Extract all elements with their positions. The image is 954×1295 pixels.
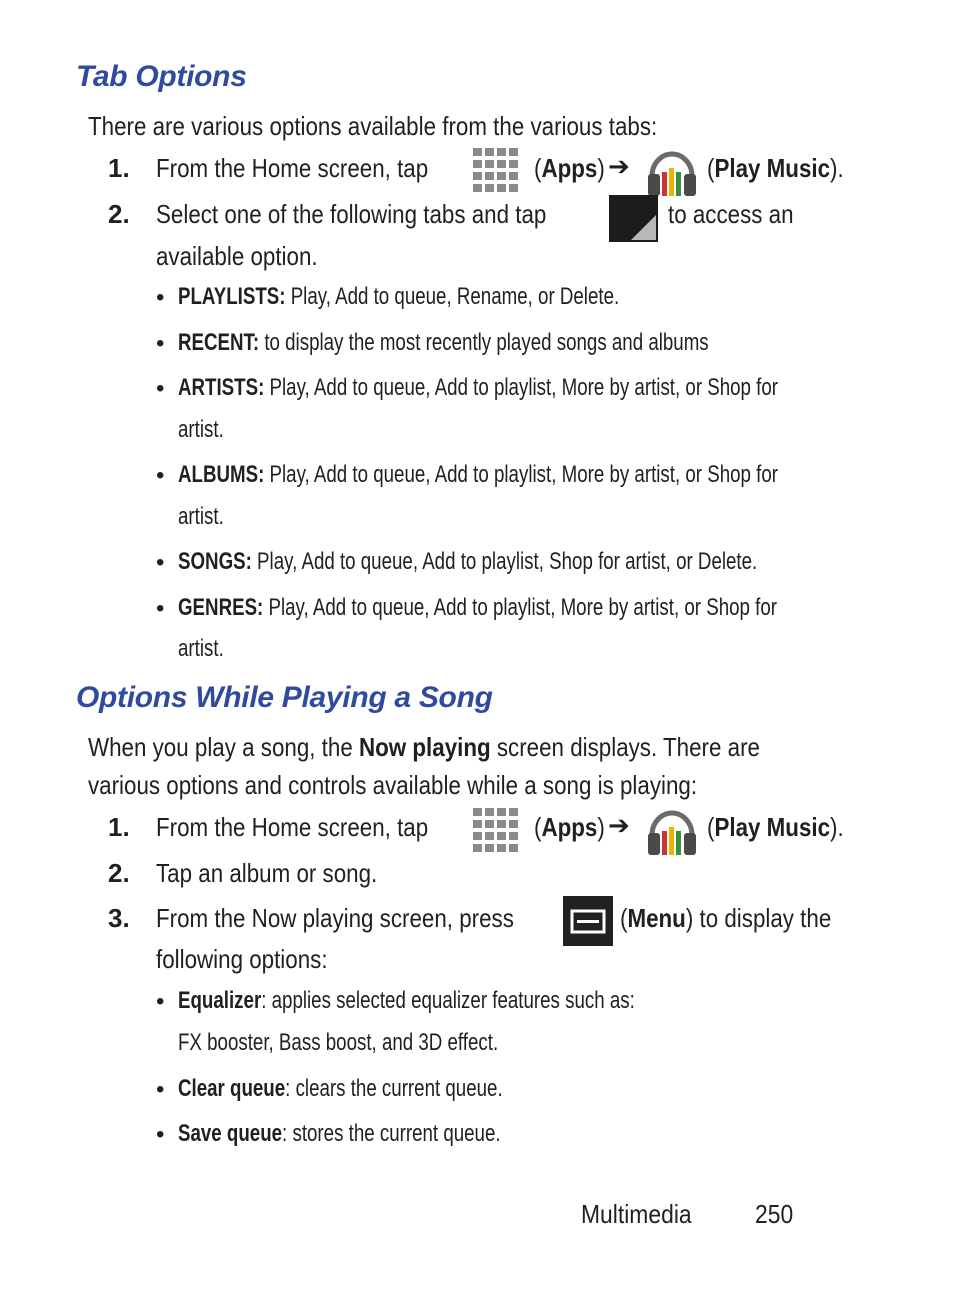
bullet-dot: • xyxy=(156,330,165,357)
bullet-item: RECENT: to display the most recently played songs and albums xyxy=(178,329,709,356)
step-text-continued: (Menu) to display the xyxy=(620,903,832,933)
bullet-dot: • xyxy=(156,595,165,622)
intro-text: There are various options available from the various tabs: xyxy=(88,111,658,141)
bullet-dot: • xyxy=(156,462,165,489)
step-text: From the Now playing screen, press xyxy=(156,903,514,933)
bullet-dot: • xyxy=(156,1121,165,1148)
apps-grid-icon xyxy=(471,146,523,201)
bullet-dot: • xyxy=(156,988,165,1015)
bullet-item: Save queue: stores the current queue. xyxy=(178,1120,501,1147)
step-text-continued: available option. xyxy=(156,241,318,271)
section-title-options-while-playing: Options While Playing a Song xyxy=(76,681,493,714)
step-text: From the Home screen, tap xyxy=(156,153,429,183)
bullet-item: Clear queue: clears the current queue. xyxy=(178,1075,503,1102)
bullet-item: Equalizer: applies selected equalizer features such as: xyxy=(178,987,635,1014)
bullet-item-continued: artist. xyxy=(178,635,224,662)
bullet-dot: • xyxy=(156,549,165,576)
bullet-item: SONGS: Play, Add to queue, Add to playlist, Shop for artist, or Delete. xyxy=(178,548,758,575)
step-text: Select one of the following tabs and tap xyxy=(156,199,547,229)
step-number: 2. xyxy=(108,858,130,888)
apps-grid-icon xyxy=(471,806,523,861)
footer-page-number: 250 xyxy=(755,1199,794,1229)
menu-overflow-icon xyxy=(609,195,658,247)
step-text: From the Home screen, tap xyxy=(156,812,429,842)
bullet-item-continued: FX booster, Bass boost, and 3D effect. xyxy=(178,1029,499,1056)
step-number: 1. xyxy=(108,153,130,183)
bullet-item: ALBUMS: Play, Add to queue, Add to playlist, More by artist, or Shop for xyxy=(178,461,779,488)
bullet-dot: • xyxy=(156,375,165,402)
play-music-headphones-icon xyxy=(646,803,698,862)
play-music-label: (Play Music). xyxy=(707,153,844,183)
bullet-item-continued: artist. xyxy=(178,503,224,530)
menu-key-icon xyxy=(563,896,613,951)
apps-label: (Apps) xyxy=(534,812,605,842)
footer-section-name: Multimedia xyxy=(581,1199,692,1229)
intro-text-continued: various options and controls available while a song is playing: xyxy=(88,770,698,800)
bullet-dot: • xyxy=(156,284,165,311)
apps-label: (Apps) xyxy=(534,153,605,183)
step-text-continued: following options: xyxy=(156,944,328,974)
step-number: 3. xyxy=(108,903,130,933)
intro-text: When you play a song, the Now playing screen displays. There are xyxy=(88,732,760,762)
step-number: 1. xyxy=(108,812,130,842)
bullet-dot: • xyxy=(156,1076,165,1103)
bullet-item: PLAYLISTS: Play, Add to queue, Rename, or Delete. xyxy=(178,283,620,310)
step-number: 2. xyxy=(108,199,130,229)
arrow-glyph: ➔ xyxy=(608,151,630,181)
step-text: Tap an album or song. xyxy=(156,858,378,888)
arrow-glyph: ➔ xyxy=(608,810,630,840)
bullet-item-continued: artist. xyxy=(178,416,224,443)
section-title-tab-options: Tab Options xyxy=(76,60,247,93)
step-text-continued: to access an xyxy=(668,199,794,229)
play-music-label: (Play Music). xyxy=(707,812,844,842)
bullet-item: GENRES: Play, Add to queue, Add to playlist, More by artist, or Shop for xyxy=(178,594,778,621)
bullet-item: ARTISTS: Play, Add to queue, Add to playlist, More by artist, or Shop for xyxy=(178,374,779,401)
